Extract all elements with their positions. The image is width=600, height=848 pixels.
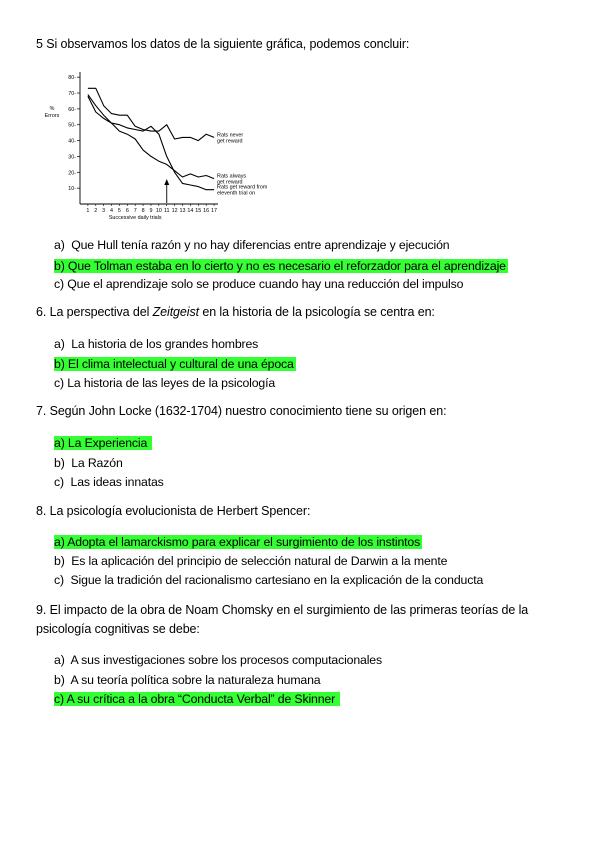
option-text: Es la aplicación del principio de selección natural de Darwin a la mente <box>71 554 448 568</box>
option-letter: b) <box>54 456 65 470</box>
question-9-line-2: psicología cognitivas se debe: <box>36 622 200 636</box>
x-tick-label: 12 <box>171 208 178 214</box>
series-line <box>88 88 214 140</box>
y-tick-label: 70- <box>68 91 76 98</box>
question-7-option-b <box>54 455 123 471</box>
question-8-option-c <box>54 572 483 588</box>
y-tick-label: 80- <box>68 75 76 82</box>
option-letter: b) <box>54 673 65 687</box>
option-letter: a) <box>54 535 65 549</box>
option-text: La Experiencia <box>67 436 148 450</box>
question-9-option-c <box>54 691 340 707</box>
y-tick-label: 10- <box>68 186 76 193</box>
y-tick-label: 60- <box>68 106 76 113</box>
option-letter: a) <box>54 238 65 252</box>
question-5-option-c <box>54 276 463 292</box>
x-tick-label: 17 <box>211 208 218 214</box>
option-text: La historia de las leyes de la psicología <box>67 376 276 390</box>
question-9-option-b <box>54 672 320 688</box>
series-label: Rats never <box>217 132 244 139</box>
reward-arrow-head <box>164 179 169 185</box>
learning-chart <box>40 66 268 226</box>
highlighted-answer <box>54 436 152 450</box>
question-6-option-a <box>54 336 258 352</box>
option-text: A su teoría política sobre la naturaleza humana <box>70 673 321 687</box>
question-6-text-italic: Zeitgeist <box>152 305 199 319</box>
x-tick-label: 15 <box>195 208 202 214</box>
option-letter: c) <box>54 475 64 489</box>
option-letter: b) <box>54 357 65 371</box>
question-6-option-c <box>54 375 275 391</box>
y-axis-label: Errors <box>44 113 60 119</box>
x-tick-label: 1 <box>86 208 90 214</box>
highlighted-answer <box>54 259 508 273</box>
y-tick-label: 30- <box>68 154 76 161</box>
question-6-option-b <box>54 356 296 372</box>
x-tick-label: 7 <box>133 208 137 214</box>
question-6-text-after: en la historia de la psicología se centra en: <box>198 305 435 319</box>
series-label: eleventh trial on <box>217 190 256 197</box>
series-label: Rats always <box>217 173 247 180</box>
x-tick-label: 6 <box>125 208 129 214</box>
series-label: get reward <box>217 138 243 145</box>
question-8-text: 8. La psicología evolucionista de Herbert Spencer: <box>36 504 311 518</box>
option-text: Las ideas innatas <box>70 475 164 489</box>
option-text: El clima intelectual y cultural de una época <box>67 357 294 371</box>
question-5-text: 5 Si observamos los datos de la siguiente gráfica, podemos concluir: <box>36 37 410 51</box>
option-letter: a) <box>54 653 65 667</box>
option-letter: a) <box>54 436 65 450</box>
option-text: Sigue la tradición del racionalismo cartesiano en la explicación de la conducta <box>70 573 484 587</box>
option-letter: b) <box>54 259 65 273</box>
option-letter: c) <box>54 573 64 587</box>
question-6-text <box>36 304 566 321</box>
question-9-text <box>36 602 566 638</box>
question-7-option-c <box>54 474 164 490</box>
option-letter: b) <box>54 554 65 568</box>
highlighted-answer <box>54 535 422 549</box>
highlighted-answer <box>54 357 296 371</box>
x-tick-label: 16 <box>203 208 210 214</box>
question-8-option-b <box>54 553 447 569</box>
question-5-option-a <box>54 237 450 253</box>
question-9-line-1: 9. El impacto de la obra de Noam Chomsky en el surgimiento de las primeras teorías de la <box>36 603 529 617</box>
x-tick-label: 2 <box>94 208 98 214</box>
x-tick-label: 14 <box>187 208 194 214</box>
option-letter: c) <box>54 376 64 390</box>
question-5-option-b <box>54 258 508 274</box>
x-tick-label: 11 <box>163 208 170 214</box>
x-tick-label: 8 <box>141 208 145 214</box>
x-tick-label: 9 <box>149 208 153 214</box>
x-tick-label: 3 <box>102 208 106 214</box>
option-text: A su crítica a la obra “Conducta Verbal” de Skinner <box>66 692 336 706</box>
x-tick-label: 13 <box>179 208 186 214</box>
option-text: A sus investigaciones sobre los procesos computacionales <box>70 653 382 667</box>
y-tick-label: 40- <box>68 138 76 145</box>
x-tick-label: 4 <box>110 208 114 214</box>
option-text: La Razón <box>71 456 123 470</box>
question-8-option-a <box>54 534 422 550</box>
series-label: get reward <box>217 179 243 186</box>
option-text: Que el aprendizaje solo se produce cuando hay una reducción del impulso <box>67 277 464 291</box>
option-letter: c) <box>54 277 64 291</box>
question-7-text: 7. Según John Locke (1632-1704) nuestro conocimiento tiene su origen en: <box>36 404 447 418</box>
option-letter: a) <box>54 337 65 351</box>
option-text: Que Tolman estaba en lo cierto y no es necesario el reforzador para el aprendizaje <box>67 259 506 273</box>
x-tick-label: 10 <box>155 208 162 214</box>
option-text: Que Hull tenía razón y no hay diferencias entre aprendizaje y ejecución <box>71 238 450 252</box>
series-label: Rats get reward from <box>217 184 268 191</box>
x-tick-label: 5 <box>117 208 121 214</box>
question-9-option-a <box>54 652 382 668</box>
highlighted-answer <box>54 692 340 706</box>
option-text: La historia de los grandes hombres <box>71 337 259 351</box>
y-tick-label: 50- <box>68 122 76 129</box>
question-6-text-before: 6. La perspectiva del <box>36 305 153 319</box>
y-axis-label: % <box>49 106 55 112</box>
x-axis-label: Successive daily trials <box>108 215 162 221</box>
option-letter: c) <box>54 692 64 706</box>
option-text: Adopta el lamarckismo para explicar el surgimiento de los instintos <box>67 535 421 549</box>
question-7-option-a <box>54 435 152 451</box>
y-tick-label: 20- <box>68 170 76 177</box>
